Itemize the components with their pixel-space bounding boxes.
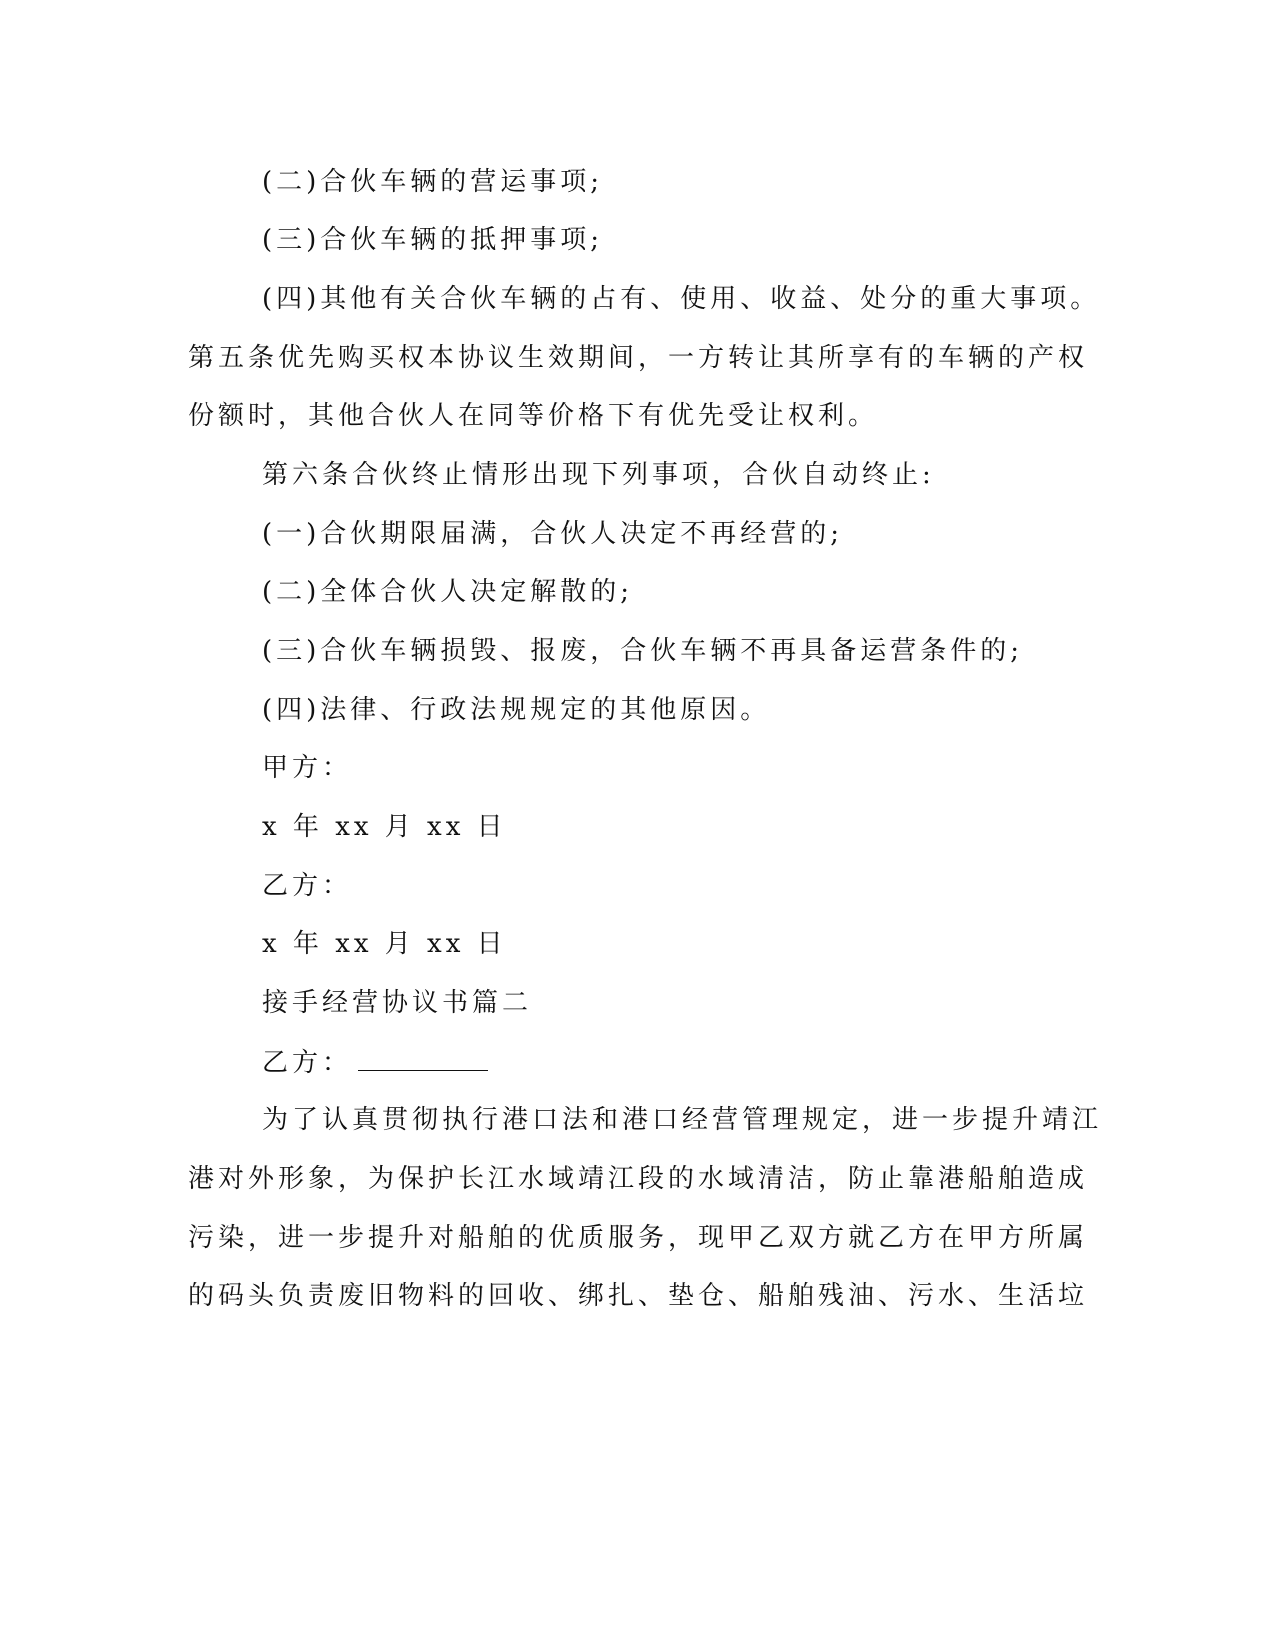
section-heading: 接手经营协议书篇二 bbox=[262, 988, 533, 1018]
party-b-field-label: 乙方： bbox=[262, 1048, 353, 1078]
text-line-20: 的码头负责废旧物料的回收、绑扎、垫仓、船舶残油、污水、生活垃 bbox=[188, 1281, 1089, 1311]
party-b-field bbox=[262, 1044, 488, 1081]
text-line-19: 污染，进一步提升对船舶的优质服务，现甲乙双方就乙方在甲方所属 bbox=[188, 1223, 1089, 1253]
text-line-1: (二)合伙车辆的营运事项; bbox=[262, 167, 604, 197]
party-a-date: x 年 xx 月 xx 日 bbox=[262, 812, 507, 842]
text-line-10: (四)法律、行政法规规定的其他原因。 bbox=[262, 695, 771, 725]
text-line-2: (三)合伙车辆的抵押事项; bbox=[262, 225, 604, 255]
text-line-5: 份额时，其他合伙人在同等价格下有优先受让权利。 bbox=[188, 401, 879, 431]
text-line-6: 第六条合伙终止情形出现下列事项，合伙自动终止: bbox=[262, 460, 935, 490]
text-line-8: (二)全体合伙人决定解散的; bbox=[262, 577, 634, 607]
text-line-18: 港对外形象，为保护长江水域靖江段的水域清洁，防止靠港船舶造成 bbox=[188, 1164, 1089, 1194]
text-line-4: 第五条优先购买权本协议生效期间，一方转让其所享有的车辆的产权 bbox=[188, 343, 1089, 373]
party-a-label: 甲方： bbox=[262, 753, 353, 783]
text-line-3: (四)其他有关合伙车辆的占有、使用、收益、处分的重大事项。 bbox=[262, 284, 1101, 314]
party-b-label: 乙方： bbox=[262, 871, 353, 901]
text-line-7: (一)合伙期限届满，合伙人决定不再经营的; bbox=[262, 519, 844, 549]
text-line-17: 为了认真贯彻执行港口法和港口经营管理规定，进一步提升靖江 bbox=[262, 1105, 1103, 1135]
party-b-date: x 年 xx 月 xx 日 bbox=[262, 929, 507, 959]
blank-underline bbox=[358, 1044, 488, 1071]
text-line-9: (三)合伙车辆损毁、报废，合伙车辆不再具备运营条件的; bbox=[262, 636, 1024, 666]
